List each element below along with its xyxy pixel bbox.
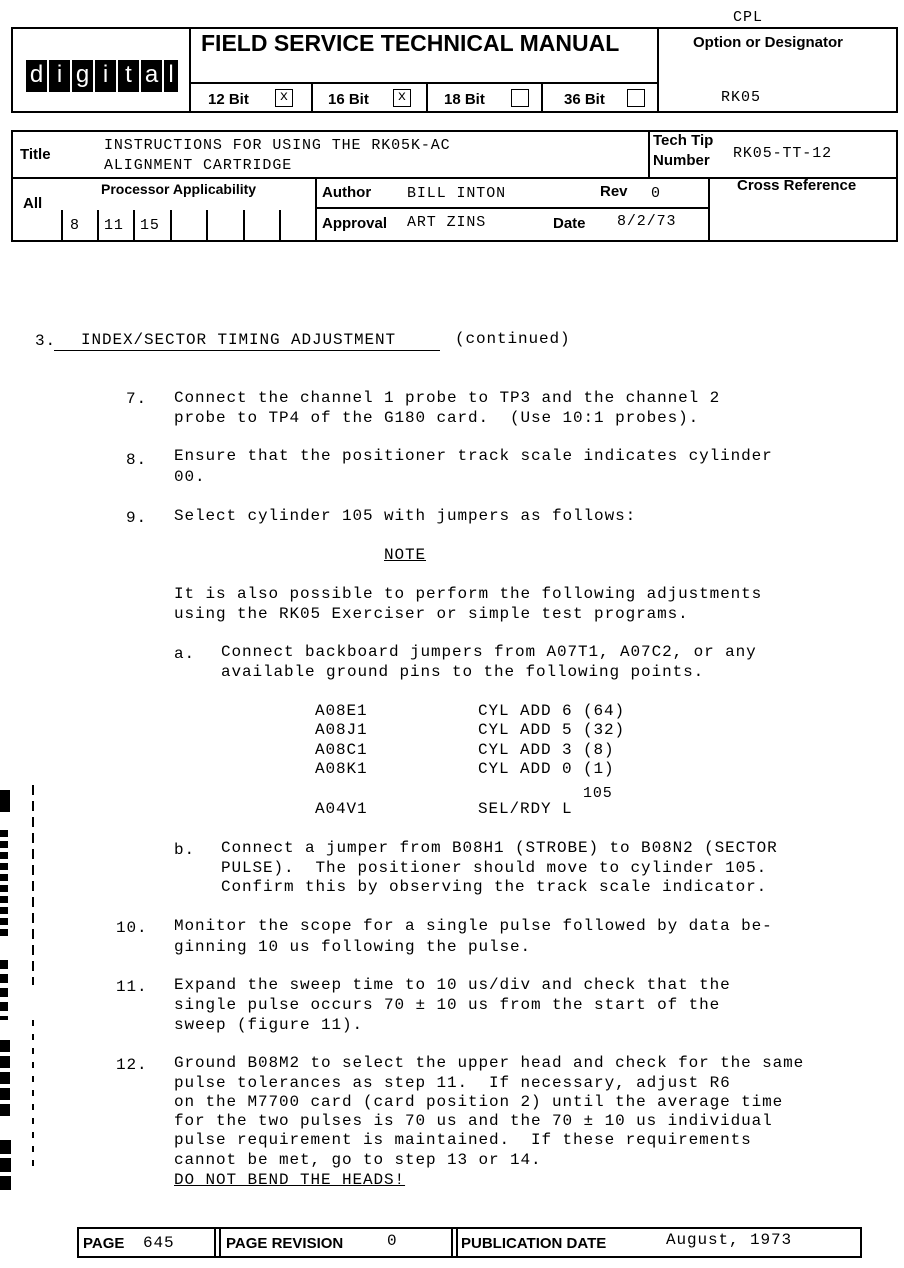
divider (648, 130, 650, 178)
divider (451, 1227, 453, 1258)
approval-label: Approval (322, 215, 388, 232)
manual-title: FIELD SERVICE TECHNICAL MANUAL (201, 30, 620, 56)
step-text: pulse tolerances as step 11. If necessary, adjust R6 (174, 1074, 731, 1092)
step-number: 10. (116, 919, 148, 937)
step-text: Select cylinder 105 with jumpers as follows: (174, 507, 637, 525)
title-value: INSTRUCTIONS FOR USING THE RK05K-AC (104, 137, 451, 154)
title-label: Title (20, 146, 51, 163)
note-text: using the RK05 Exerciser or simple test programs. (174, 605, 689, 623)
proc-grid-line (97, 210, 99, 242)
note-text: It is also possible to perform the following adjustments (174, 585, 763, 603)
logo-letter: d (26, 60, 47, 92)
jumper-signal: CYL ADD 0 (1) (478, 760, 615, 778)
revision-value: 0 (387, 1232, 398, 1250)
bit-16-label: 16 Bit (328, 91, 369, 108)
logo-letter: l (164, 60, 178, 92)
bit-36-checkbox (627, 89, 645, 107)
logo-letter: i (49, 60, 70, 92)
approval-value: ART ZINS (407, 214, 487, 231)
jumper-signal: CYL ADD 5 (32) (478, 721, 626, 739)
scan-mark (0, 790, 10, 812)
option-value: RK05 (721, 89, 762, 106)
substep-text: Connect a jumper from B08H1 (STROBE) to B08N2 (SECTOR (221, 839, 778, 857)
jumper-pin: A08J1 (315, 721, 368, 739)
author-value: BILL INTON (407, 185, 507, 202)
substep-text: available ground pins to the following points. (221, 663, 705, 681)
substep-letter: a. (174, 645, 196, 663)
page-value: 645 (143, 1234, 175, 1252)
logo-letter: a (141, 60, 162, 92)
crossref-label: Cross Reference (737, 177, 857, 194)
step-text: Ensure that the positioner track scale indicates cylinder (174, 447, 773, 465)
bit-12-label: 12 Bit (208, 91, 249, 108)
pubdate-label: PUBLICATION DATE (461, 1235, 607, 1252)
scan-mark (0, 960, 8, 1020)
jumper-pin: A08C1 (315, 741, 368, 759)
divider (189, 27, 191, 113)
title-value: ALIGNMENT CARTRIDGE (104, 157, 293, 174)
proc-grid-line (61, 210, 63, 242)
scan-mark (0, 1140, 11, 1190)
divider (657, 27, 659, 113)
substep-text: Confirm this by observing the track scale indicator. (221, 878, 768, 896)
step-text: pulse requirement is maintained. If these requirements (174, 1131, 752, 1149)
proc-grid-line (243, 210, 245, 242)
logo-letter: g (72, 60, 93, 92)
step-number: 7. (126, 390, 148, 408)
bit-16-checkbox: x (393, 89, 411, 107)
warning-text: DO NOT BEND THE HEADS! (174, 1171, 406, 1189)
processor-label: Processor Applicability (101, 181, 257, 197)
section-title: INDEX/SECTOR TIMING ADJUSTMENT (81, 331, 397, 349)
step-number: 12. (116, 1056, 148, 1074)
pubdate-value: August, 1973 (666, 1231, 793, 1249)
section-continued: (continued) (455, 330, 571, 348)
bit-36-label: 36 Bit (564, 91, 605, 108)
logo-letter: t (118, 60, 139, 92)
scan-mark (0, 1040, 10, 1120)
proc-grid-line (206, 210, 208, 242)
step-text: for the two pulses is 70 us and the 70 ± 10 us individual (174, 1112, 773, 1130)
step-text: Monitor the scope for a single pulse followed by data be- (174, 917, 773, 935)
bit-18-label: 18 Bit (444, 91, 485, 108)
option-label: Option or Designator (693, 34, 843, 51)
step-text: on the M7700 card (card position 2) until the average time (174, 1093, 784, 1111)
substep-text: Connect backboard jumpers from A07T1, A07C2, or any (221, 643, 757, 661)
proc-grid-line (170, 210, 172, 242)
bit-18-checkbox (511, 89, 529, 107)
jumper-signal: CYL ADD 3 (8) (478, 741, 615, 759)
divider (315, 177, 317, 242)
bit-12-checkbox: x (275, 89, 293, 107)
jumper-pin: A08E1 (315, 702, 368, 720)
scan-mark (32, 785, 34, 985)
step-number: 9. (126, 509, 148, 527)
rev-label: Rev (600, 183, 628, 200)
jumper-signal: SEL/RDY L (478, 800, 573, 818)
step-text: Ground B08M2 to select the upper head and check for the same (174, 1054, 805, 1072)
techtip-value: RK05-TT-12 (733, 145, 833, 162)
date-label: Date (553, 215, 586, 232)
processor-cell: 8 (70, 217, 80, 234)
section-number: 3. (35, 332, 57, 350)
logo-letter: i (95, 60, 116, 92)
all-label: All (23, 195, 43, 212)
date-value: 8/2/73 (617, 213, 677, 230)
author-label: Author (322, 184, 372, 201)
jumper-signal: CYL ADD 6 (64) (478, 702, 626, 720)
jumper-pin: A04V1 (315, 800, 368, 818)
step-number: 8. (126, 451, 148, 469)
step-number: 11. (116, 978, 148, 996)
step-text: sweep (figure 11). (174, 1016, 364, 1034)
step-text: 00. (174, 468, 206, 486)
divider (541, 82, 543, 113)
note-heading: NOTE (384, 546, 427, 564)
processor-cell: 15 (140, 217, 160, 234)
proc-grid-line (279, 210, 281, 242)
rev-value: 0 (651, 185, 661, 202)
divider (311, 82, 313, 113)
divider (219, 1227, 221, 1258)
step-text: ginning 10 us following the pulse. (174, 938, 532, 956)
cpl-mark: CPL (733, 9, 764, 26)
step-text: Connect the channel 1 probe to TP3 and the channel 2 (174, 389, 721, 407)
proc-grid-line (133, 210, 135, 242)
step-text: single pulse occurs 70 ± 10 us from the start of the (174, 996, 721, 1014)
step-text: cannot be met, go to step 13 or 14. (174, 1151, 542, 1169)
jumper-pin: A08K1 (315, 760, 368, 778)
scan-mark (0, 830, 8, 940)
step-text: probe to TP4 of the G180 card. (Use 10:1 probes). (174, 409, 700, 427)
divider (189, 82, 658, 84)
divider (456, 1227, 458, 1258)
substep-text: PULSE). The positioner should move to cylinder 105. (221, 859, 768, 877)
divider (315, 207, 709, 209)
scan-mark (32, 1020, 34, 1170)
section-underline (54, 350, 440, 351)
jumper-superscript: 105 (583, 785, 613, 802)
revision-label: PAGE REVISION (226, 1235, 344, 1252)
divider (708, 177, 710, 242)
techtip-label: Number (653, 152, 710, 169)
processor-cell: 11 (104, 217, 124, 234)
divider (214, 1227, 216, 1258)
techtip-label: Tech Tip (653, 132, 714, 149)
substep-letter: b. (174, 841, 196, 859)
step-text: Expand the sweep time to 10 us/div and check that the (174, 976, 731, 994)
divider (426, 82, 428, 113)
page-label: PAGE (83, 1235, 125, 1252)
